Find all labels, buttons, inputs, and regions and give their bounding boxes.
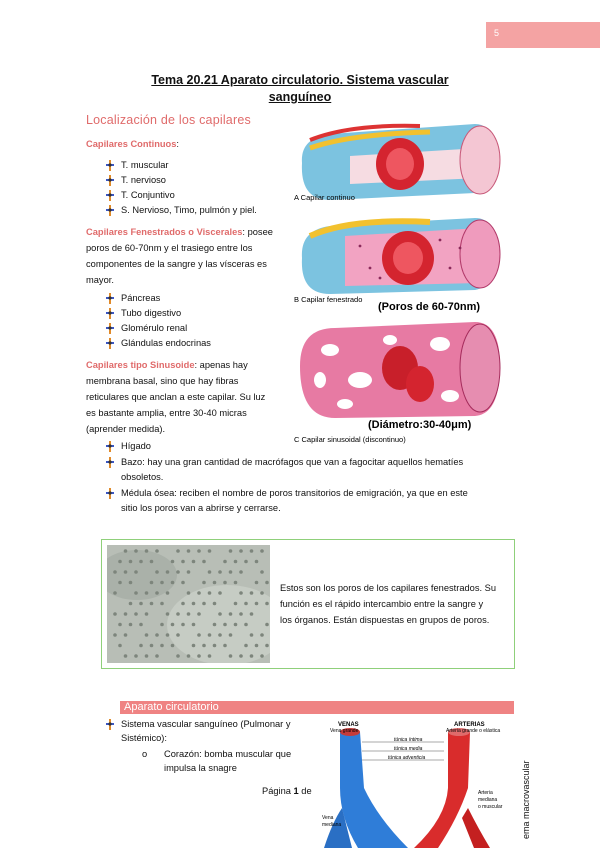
sinusoidal-capillary-drawing xyxy=(300,322,500,418)
sinusoid-heading: Capilares tipo Sinusoide xyxy=(86,360,195,370)
list-item: Glomérulo renal xyxy=(104,321,211,336)
page-number-tab: 5 xyxy=(486,22,600,48)
fenestrated-capillary-drawing xyxy=(302,218,500,294)
label-venas: VENAS xyxy=(338,722,359,728)
sub-list-item: o Corazón: bomba muscular que impulsa la snagre xyxy=(142,749,292,773)
capillary-types-illustration xyxy=(290,118,515,448)
page-footer: Página 1 de xyxy=(262,786,312,796)
list-item: Hígado xyxy=(104,439,524,454)
label-tunica-media: túnica media xyxy=(394,746,423,752)
list-item: Sistema vascular sanguíneo (Pulmonar y Sistémico): xyxy=(104,717,314,745)
list-item: T. nervioso xyxy=(104,173,257,188)
caption-capilar-continuo: A Capilar continuo xyxy=(294,193,355,202)
label-vena-mediana-2: mediana xyxy=(322,822,342,828)
caption-capilar-fenestrado: B Capilar fenestrado xyxy=(294,295,363,304)
pin-bullet-icon xyxy=(104,190,116,201)
list-item: S. Nervioso, Timo, pulmón y piel. xyxy=(104,203,257,218)
list-item: Páncreas xyxy=(104,291,211,306)
label-arteria-mediana-3: o muscular xyxy=(478,804,503,810)
fenestrated-heading: Capilares Fenestrados o Viscerales xyxy=(86,227,243,237)
list-item: T. Conjuntivo xyxy=(104,188,257,203)
title-line-2: sanguíneo xyxy=(268,90,332,104)
vessels-illustration xyxy=(318,718,516,848)
pin-bullet-icon xyxy=(104,338,116,349)
list-item: T. muscular xyxy=(104,158,257,173)
page-title xyxy=(120,72,480,106)
pin-bullet-icon xyxy=(104,719,116,730)
pin-bullet-icon xyxy=(104,175,116,186)
micrograph-image xyxy=(107,545,270,663)
list-item: Glándulas endocrinas xyxy=(104,336,211,351)
caption-capilar-sinusoidal: C Capilar sinusoidal (discontinuo) xyxy=(294,435,406,444)
pin-bullet-icon xyxy=(104,488,116,499)
section-heading-localizacion: Localización de los capilares xyxy=(86,113,251,127)
note-poros: (Poros de 60-70nm) xyxy=(378,301,481,313)
pin-bullet-icon xyxy=(104,308,116,319)
label-tunica-intima: túnica íntima xyxy=(394,737,423,743)
circ-list xyxy=(104,717,314,775)
note-diametro: (Diámetro:30-40μm) xyxy=(368,419,472,431)
continuous-capillary-drawing xyxy=(302,124,500,200)
pin-bullet-icon xyxy=(104,293,116,304)
fenestrated-list xyxy=(104,291,211,351)
title-line-1: Tema 20.21 Aparato circulatorio. Sistema vascular xyxy=(151,73,449,87)
sinusoid-paragraph: Capilares tipo Sinusoide: apenas hay membrana basal, sino que hay fibras reticulares que anclan a este capilar. Su luz es bastante amplia, entre 30-40 micras (aprender medida). xyxy=(86,360,266,434)
pin-bullet-icon xyxy=(104,205,116,216)
list-item: Tubo digestivo xyxy=(104,306,211,321)
sinusoid-list xyxy=(104,439,524,516)
label-vena-mediana-1: Vena xyxy=(322,815,334,821)
section-heading-aparato-circulatorio: Aparato circulatorio xyxy=(120,701,514,714)
label-arterias: ARTERIAS xyxy=(454,722,485,728)
pin-bullet-icon xyxy=(104,441,116,452)
label-tunica-adventicia: túnica adventicia xyxy=(388,755,426,761)
list-item: Bazo: hay una gran cantidad de macrófagos que van a fagocitar aquellos hematíes obsoletos. xyxy=(104,455,524,485)
label-vena-grande: Vena grande xyxy=(330,728,359,734)
vertical-caption: ema macrovascular xyxy=(521,760,531,839)
figure-description: Estos son los poros de los capilares fenestrados. Su función es el rápido intercambio entre la sangre y los órganos. Están dispuestas en grupos de poros. xyxy=(280,583,497,625)
continuous-heading-label: Capilares Continuos xyxy=(86,139,177,149)
label-arteria-mediana-1: Arteria xyxy=(478,790,493,796)
pin-bullet-icon xyxy=(104,457,116,468)
label-arteria-mediana-2: mediana xyxy=(478,797,498,803)
pin-bullet-icon xyxy=(104,323,116,334)
list-item: Médula ósea: reciben el nombre de poros transitorios de emigración, ya que en este sitio los poros van a abrirse y cerrarse. xyxy=(104,486,524,516)
continuous-heading: Capilares Continuos: xyxy=(86,139,179,149)
fenestrated-paragraph: Capilares Fenestrados o Viscerales: posee poros de 60-70nm y el trasiego entre los componentes de la sangre y las vísceras es mayor. xyxy=(86,227,273,285)
label-arteria-grande: Arteria grande o elástica xyxy=(446,728,501,734)
continuous-list xyxy=(104,158,257,218)
pin-bullet-icon xyxy=(104,160,116,171)
